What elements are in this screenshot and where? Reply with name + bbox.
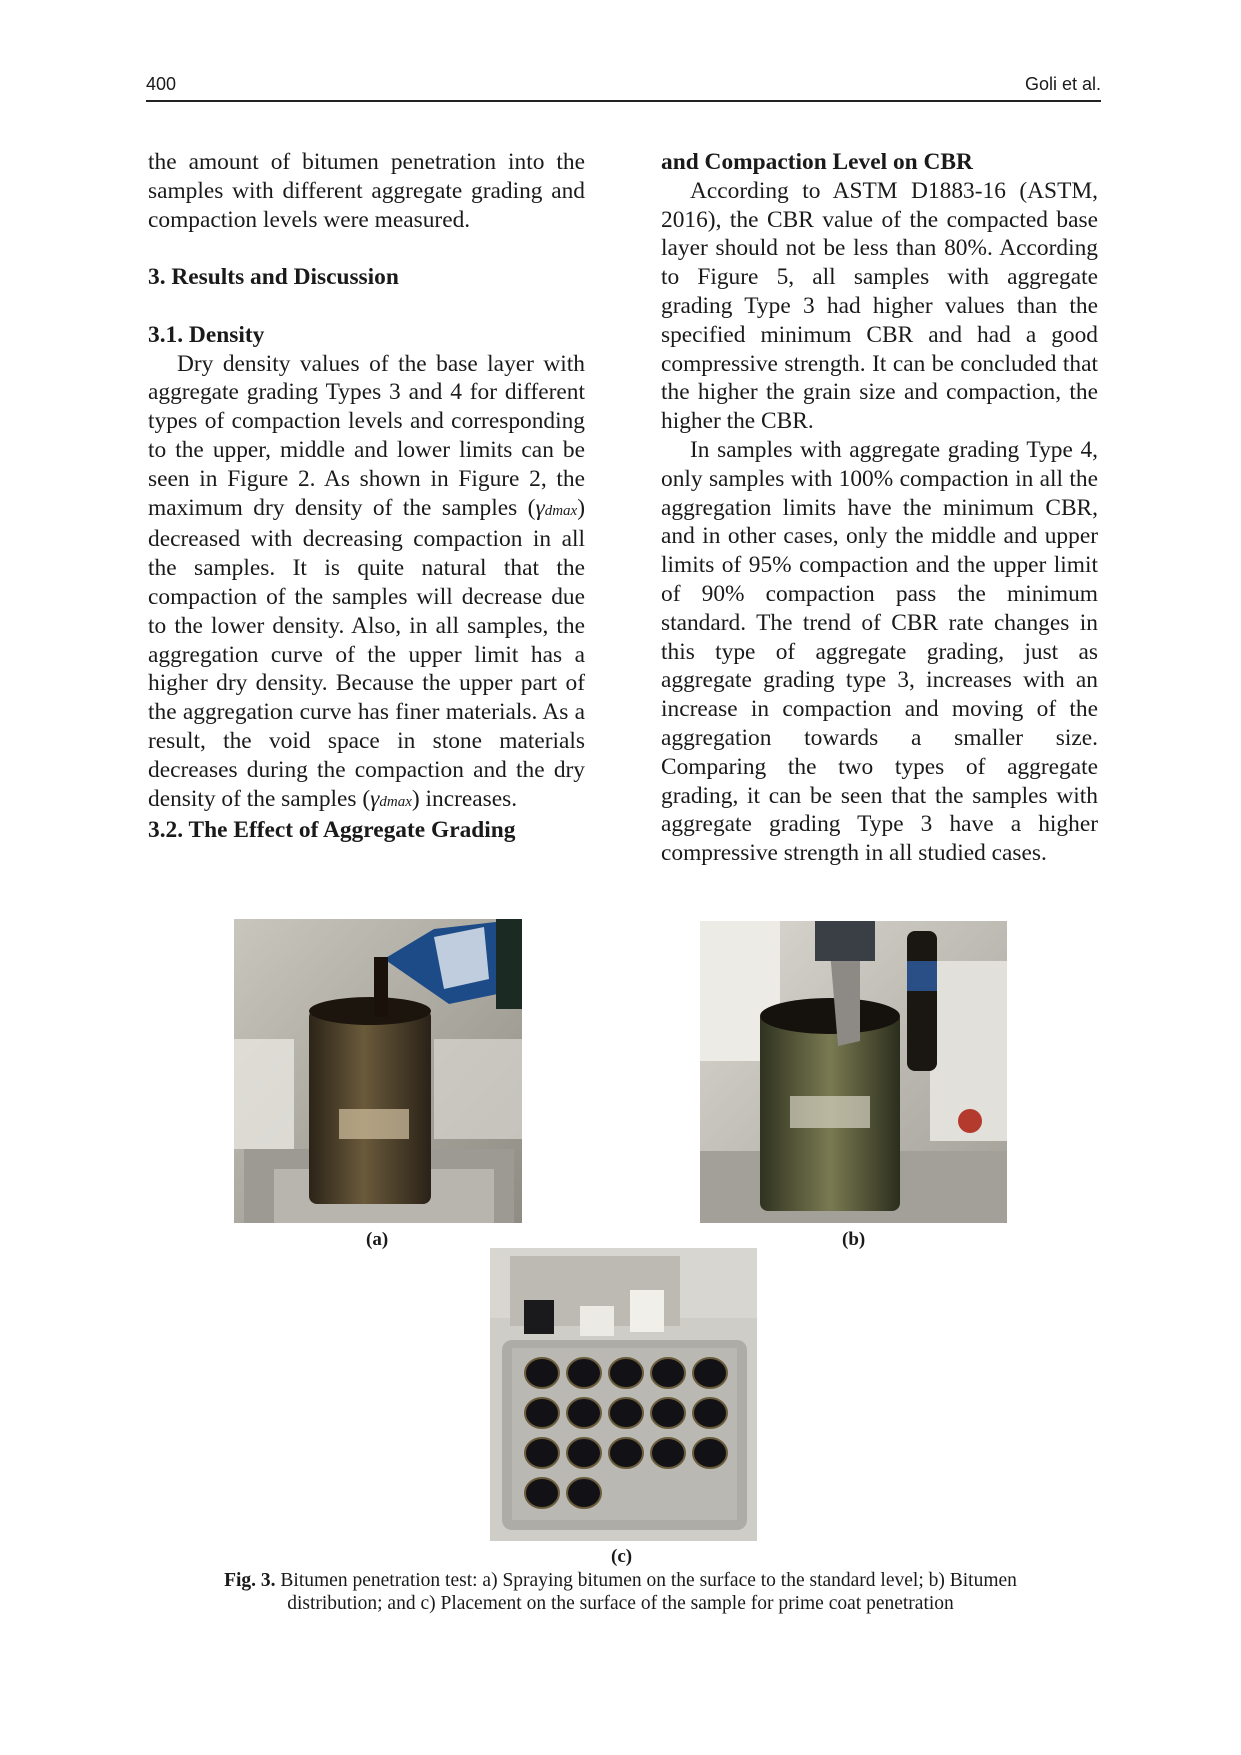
sample-puck	[693, 1358, 727, 1388]
cbr-paragraph-2: In samples with aggregate grading Type 4, only samples with 100% compaction in all the aggregation limits have the minimum CBR, and in other cases, only the middle and upper limits of 95% compaction and the upper limit of 90% compaction pass the minimum standard. The trend of CBR rate changes in this type of aggregate grading, just as aggregate grading type 3, increases with an increase in compaction and moving of the aggregation towards a smaller size. Comparing the two types of aggregate grading, it can be seen that the samples with aggregate grading Type 3 have a higher compressive strength in all studied cases.	[661, 436, 1098, 867]
page-number: 400	[146, 74, 177, 94]
photo-samples-tray	[490, 1248, 757, 1541]
sample-puck	[609, 1358, 643, 1388]
figure-caption	[150, 1569, 1091, 1615]
sample-puck	[567, 1358, 601, 1388]
sample-puck	[567, 1438, 601, 1468]
cbr-paragraph-1: According to ASTM D1883-16 (ASTM, 2016), the CBR value of the compacted base layer should not be less than 80%. According to Figure 5, all samples with aggregate grading Type 3 had higher values than the specified minimum CBR and had a good compressive strength. It can be concluded that the higher the grain size and compaction, the higher the CBR.	[661, 177, 1098, 435]
sample-puck	[525, 1478, 559, 1508]
sample-puck	[525, 1398, 559, 1428]
figure-caption-label: Fig. 3.	[224, 1570, 276, 1591]
sample-puck	[651, 1358, 685, 1388]
running-header	[146, 72, 1101, 102]
figure-caption-line-1: Bitumen penetration test: a) Spraying bitumen on the surface to the standard level; b) Bitumen	[275, 1570, 1017, 1591]
sample-puck	[609, 1438, 643, 1468]
figure-label-a: (a)	[366, 1229, 389, 1250]
density-paragraph: Dry density values of the base layer with aggregate grading Types 3 and 4 for different types of compaction levels and corresponding to the upper, middle and lower limits can be seen in Figure 2. As shown in Figure 2, the maximum dry density of the samples (γdmax) decreased with decreasing compaction in all the samples. It is quite natural that the compaction of the samples will decrease due to the lower density. Also, in all samples, the aggregation curve of the upper limit has a higher dry density. Because the upper part of the aggregation curve has finer materials. As a result, the void space in stone materials decreases during the compaction and the dry density of the samples (γdmax) increases.	[148, 350, 585, 812]
right-column	[661, 148, 1098, 868]
running-authors: Goli et al.	[1024, 74, 1101, 94]
sample-puck	[693, 1438, 727, 1468]
section-heading-aggregate-effect-cont: and Compaction Level on CBR	[661, 149, 973, 175]
intro-paragraph: the amount of bitumen penetration into the samples with different aggregate grading and compaction levels were measured.	[148, 149, 585, 233]
photo-bitumen-spraying	[234, 919, 522, 1223]
sample-puck	[525, 1358, 559, 1388]
section-heading-density: 3.1. Density	[148, 321, 265, 348]
section-heading-aggregate-effect: 3.2. The Effect of Aggregate Grading	[148, 817, 516, 844]
sample-puck	[693, 1398, 727, 1428]
sample-puck	[651, 1398, 685, 1428]
sample-puck	[651, 1438, 685, 1468]
sample-puck	[567, 1478, 601, 1508]
section-heading-results: 3. Results and Discussion	[148, 264, 399, 291]
sample-puck	[567, 1398, 601, 1428]
figure-label-b: (b)	[842, 1229, 866, 1250]
figure-label-c: (c)	[611, 1546, 633, 1567]
photo-bitumen-distribution	[700, 921, 1007, 1223]
sample-puck	[609, 1398, 643, 1428]
left-column	[148, 148, 585, 845]
figure-caption-line-2: distribution; and c) Placement on the surface of the sample for prime coat penetration	[287, 1593, 954, 1614]
sample-puck	[525, 1438, 559, 1468]
